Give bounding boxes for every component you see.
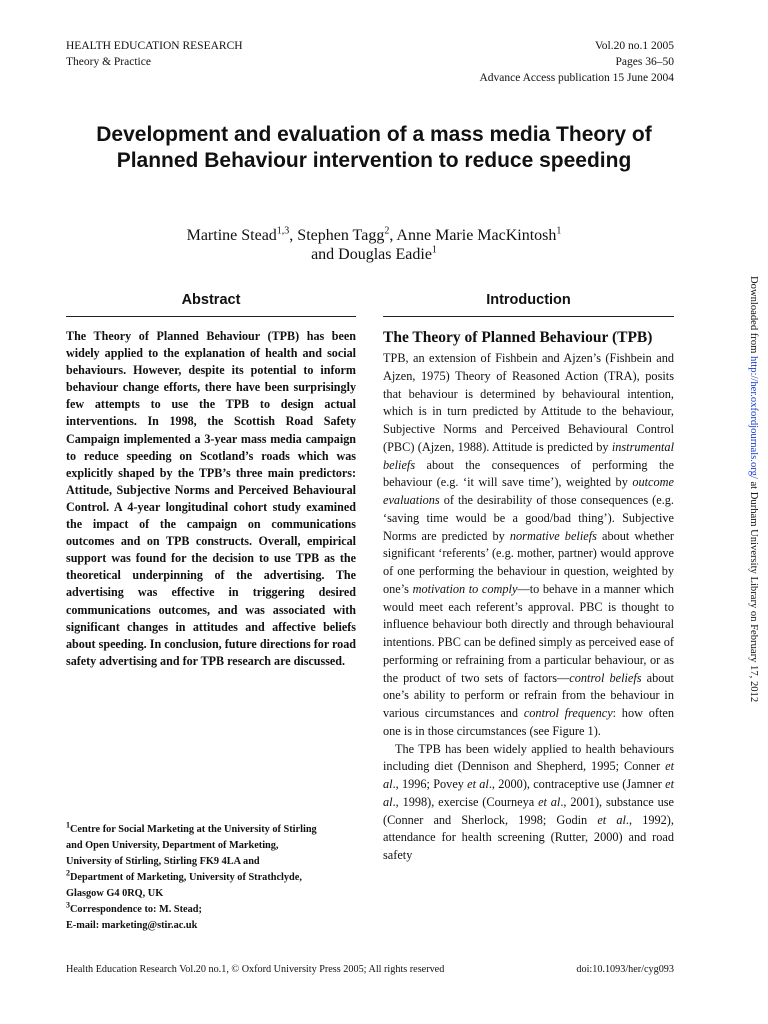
affiliation-line: Glasgow G4 0RQ, UK: [66, 888, 164, 899]
body-text: TPB, an extension of Fishbein and Ajzen’s (Fishbein and Ajzen, 1975) Theory of Reasoned Action (TRA), posits that behaviour is determined by behavioural intention, which is in turn predicted by Attitude to the behaviour, Subjective Norms and Perceived Behavioural Control (PBC) (Ajzen, 1988). Attitude is predicted by: [383, 351, 674, 454]
journal-subtitle: Theory & Practice: [66, 56, 151, 68]
author-affiliation-mark: 2: [384, 225, 390, 237]
body-text: ., 2001), substance use (Conner and Sherlock, 1998; Godin: [383, 794, 675, 827]
emphasis: et al: [538, 794, 561, 809]
author-affiliation-mark: 1,3: [276, 225, 290, 237]
emphasis: et al: [383, 759, 674, 791]
abstract-rule: [66, 316, 356, 317]
affiliation-line: and Open University, Department of Marketing,: [66, 840, 279, 851]
page-range: Pages 36–50: [615, 56, 674, 68]
introduction-rule: [383, 316, 674, 317]
affiliation-mark: 2: [66, 868, 70, 878]
body-text: The TPB has been widely applied to health behaviours including diet (Dennison and Shepherd, 1995; Conner: [383, 741, 674, 774]
body-text: ., 1996; Povey: [392, 777, 468, 791]
author-list: [40, 226, 708, 264]
affiliation-mark: 1: [66, 820, 70, 830]
author-name: Martine Stead: [186, 227, 277, 244]
emphasis: et al: [467, 777, 489, 791]
affiliation-line: University of Stirling, Stirling FK9 4LA and: [66, 856, 260, 867]
tpb-subheading: The Theory of Planned Behaviour (TPB): [383, 329, 653, 346]
abstract-text: The Theory of Planned Behaviour (TPB) has been widely applied to the explanation of health and social behaviours. However, despite its potential to inform behaviour change efforts, there have been surprisingly few attempts to use the TPB to design actual interventions. In 1998, the Scottish Road Safety Campaign implemented a 3-year mass media campaign to reduce speeding on Scotland’s roads which was explicitly shaped by the TPB’s three main predictors: Attitude, Subjective Norms and Perceived Behavioural Control. A 4-year longitudinal cohort study examined the impact of the campaign on communications outcomes and on TPB constructs. Overall, empirical support was found for the decision to use TPB as the theoretical underpinning of the advertising. The advertising was effective in triggering desired communications outcomes, and was associated with significant changes in attitudes and affective beliefs about speeding. In conclusion, future directions for road safety advertising and for TPB research are discussed.: [66, 329, 356, 668]
affiliation-line: Department of Marketing, University of Strathclyde,: [70, 872, 302, 883]
body-text: about whether significant ‘referents’ (e.g. mother, partner) would approve of one performing the behaviour in question, weighted by one’s: [383, 528, 674, 596]
email-line: E-mail: marketing@stir.ac.uk: [66, 920, 198, 931]
introduction-heading: Introduction: [486, 292, 571, 308]
body-text: ., 1998), exercise (Courneya: [392, 794, 539, 809]
emphasis: instrumental beliefs: [383, 439, 674, 472]
body-text: about the consequences of performing the behaviour (e.g. ‘it will save time’), weighted by: [383, 457, 674, 490]
correspondence: Correspondence to: M. Stead;: [70, 904, 202, 915]
emphasis: control beliefs: [569, 670, 642, 685]
journal-url-link[interactable]: http://her.oxfordjournals.org/: [748, 356, 759, 479]
copyright-footer: Health Education Research Vol.20 no.1, © Oxford University Press 2005; All rights reserved: [66, 964, 445, 975]
paragraph: [383, 350, 674, 741]
body-text: ., 2000), contraceptive use (Jamner: [488, 777, 666, 791]
emphasis: normative beliefs: [509, 528, 597, 543]
body-text: of the desirability of those consequences (e.g. ‘saving time would be a good/bad thing’). Subjective Norms are predicted by: [383, 493, 674, 543]
body-text: : how often one is in those circumstances (see Figure 1).: [383, 706, 674, 738]
author-affiliation-mark: 1: [556, 225, 562, 237]
journal-name: HEALTH EDUCATION RESEARCH: [66, 40, 243, 52]
volume-info: Vol.20 no.1 2005: [594, 40, 674, 52]
affiliation-mark: 3: [66, 900, 70, 910]
paragraph: [383, 741, 674, 865]
title-line: Development and evaluation of a mass media Theory of: [96, 123, 652, 146]
issue-info: [480, 38, 675, 86]
advance-access-date: Advance Access publication 15 June 2004: [479, 72, 674, 84]
download-prefix: Downloaded from: [748, 276, 759, 357]
doi: doi:10.1093/her/cyg093: [576, 964, 674, 975]
emphasis: motivation to comply: [412, 581, 518, 596]
abstract-heading: Abstract: [181, 292, 241, 308]
author-name: and Douglas Eadie: [311, 246, 432, 263]
download-suffix: at Durham University Library on February 17, 2012: [748, 478, 759, 703]
title-line: Planned Behaviour intervention to reduce speeding: [116, 149, 632, 172]
author-affiliation-mark: 1: [431, 244, 437, 256]
body-text: ., 1992), attendance for health screening (Rutter, 2000) and road safety: [383, 812, 674, 862]
author-name: , Stephen Tagg: [289, 227, 385, 244]
emphasis: outcome evaluations: [383, 475, 674, 507]
emphasis: control frequency: [523, 706, 613, 720]
author-name: , Anne Marie MacKintosh: [389, 227, 557, 244]
emphasis: et al: [383, 777, 674, 809]
affiliation-line: Centre for Social Marketing at the University of Stirling: [70, 824, 317, 835]
paper-title: [40, 122, 708, 174]
body-text: —to behave in a manner which would meet each referent’s approval. PBC is thought to influence behaviour both directly and through behavioural intentions. PBC can be defined simply as perceived ease of performing or refraining from a particular behaviour, or as the product of two sets of factors—: [383, 581, 675, 685]
affiliations: [66, 822, 358, 934]
body-text: about one’s ability to perform or refrain from the behaviour in various circumstances and: [383, 670, 674, 720]
introduction-body: [383, 350, 674, 865]
download-stamp: [745, 276, 761, 766]
emphasis: et al: [597, 812, 626, 827]
journal-header: [66, 38, 243, 70]
